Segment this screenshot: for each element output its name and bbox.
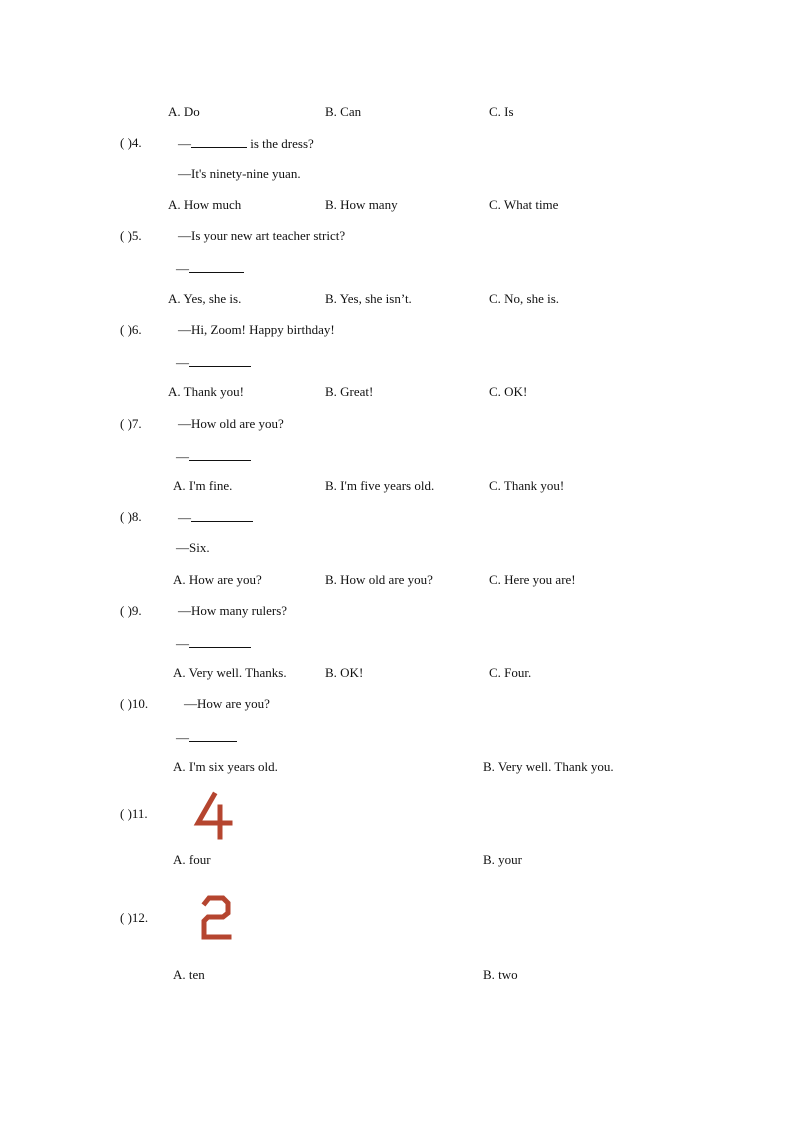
q4-blank [191, 135, 247, 148]
digit-two-image [199, 893, 233, 941]
q4-option-c: C. What time [489, 197, 559, 212]
q9-reply-dash: — [176, 636, 189, 651]
q10-reply [176, 729, 237, 746]
q5-option-c: C. No, she is. [489, 291, 560, 306]
q3-option-b: B. Can [325, 104, 362, 119]
q9-reply [176, 635, 251, 652]
q11-option-a: A. four [173, 852, 211, 867]
q5-number: ( )5. [120, 228, 142, 243]
q8-option-a: A. How are you? [173, 572, 262, 587]
q3-option-a: A. Do [168, 104, 200, 119]
q9-blank [189, 635, 251, 648]
q6-reply-dash: — [176, 355, 189, 370]
q12-number: ( )12. [120, 910, 149, 925]
q10-option-a: A. I'm six years old. [173, 759, 278, 774]
q11-number: ( )11. [120, 806, 148, 821]
q7-option-b: B. I'm five years old. [325, 478, 435, 493]
q10-blank [189, 729, 237, 742]
q6-number: ( )6. [120, 322, 142, 337]
q9-stem: —How many rulers? [178, 603, 288, 618]
q10-number: ( )10. [120, 696, 149, 711]
q8-number: ( )8. [120, 509, 142, 524]
q5-reply-dash: — [176, 261, 189, 276]
q6-option-c: C. OK! [489, 384, 528, 399]
q4-stem-dash: — [178, 136, 191, 151]
q8-option-c: C. Here you are! [489, 572, 576, 587]
q11-option-b: B. your [483, 852, 522, 867]
q8-stem-dash: — [178, 510, 191, 525]
q5-option-b: B. Yes, she isn’t. [325, 291, 412, 306]
q6-blank [189, 354, 251, 367]
q7-blank [189, 448, 251, 461]
q7-number: ( )7. [120, 416, 142, 431]
q3-option-c: C. Is [489, 104, 514, 119]
q10-stem: —How are you? [184, 696, 270, 711]
q7-option-c: C. Thank you! [489, 478, 565, 493]
digit-two-strokes [204, 898, 229, 937]
q6-option-b: B. Great! [325, 384, 374, 399]
q5-blank [189, 260, 244, 273]
q7-option-a: A. I'm fine. [173, 478, 233, 493]
q4-answer: —It's ninety-nine yuan. [178, 166, 301, 181]
q8-blank [191, 509, 253, 522]
q4-stem-text: is the dress? [247, 136, 314, 151]
q6-reply [176, 354, 251, 371]
q5-reply [176, 260, 244, 277]
q7-stem: —How old are you? [178, 416, 284, 431]
q8-option-b: B. How old are you? [325, 572, 433, 587]
q8-stem [178, 509, 253, 526]
q4-option-a: A. How much [168, 197, 242, 212]
q12-option-b: B. two [483, 967, 518, 982]
q8-answer: —Six. [176, 540, 210, 555]
digit-four-strokes [198, 795, 230, 837]
q7-reply [176, 448, 251, 465]
q6-option-a: A. Thank you! [168, 384, 244, 399]
q4-stem [178, 135, 314, 152]
q6-stem: —Hi, Zoom! Happy birthday! [178, 322, 335, 337]
q9-number: ( )9. [120, 603, 142, 618]
q12-option-a: A. ten [173, 967, 205, 982]
q9-option-b: B. OK! [325, 665, 364, 680]
q4-option-b: B. How many [325, 197, 398, 212]
q4-number: ( )4. [120, 135, 142, 150]
q7-reply-dash: — [176, 449, 189, 464]
q5-stem: —Is your new art teacher strict? [178, 228, 346, 243]
q9-option-c: C. Four. [489, 665, 532, 680]
q10-option-b: B. Very well. Thank you. [483, 759, 614, 774]
q5-option-a: A. Yes, she is. [168, 291, 242, 306]
digit-four-image [194, 791, 234, 839]
q10-reply-dash: — [176, 730, 189, 745]
q9-option-a: A. Very well. Thanks. [173, 665, 287, 680]
